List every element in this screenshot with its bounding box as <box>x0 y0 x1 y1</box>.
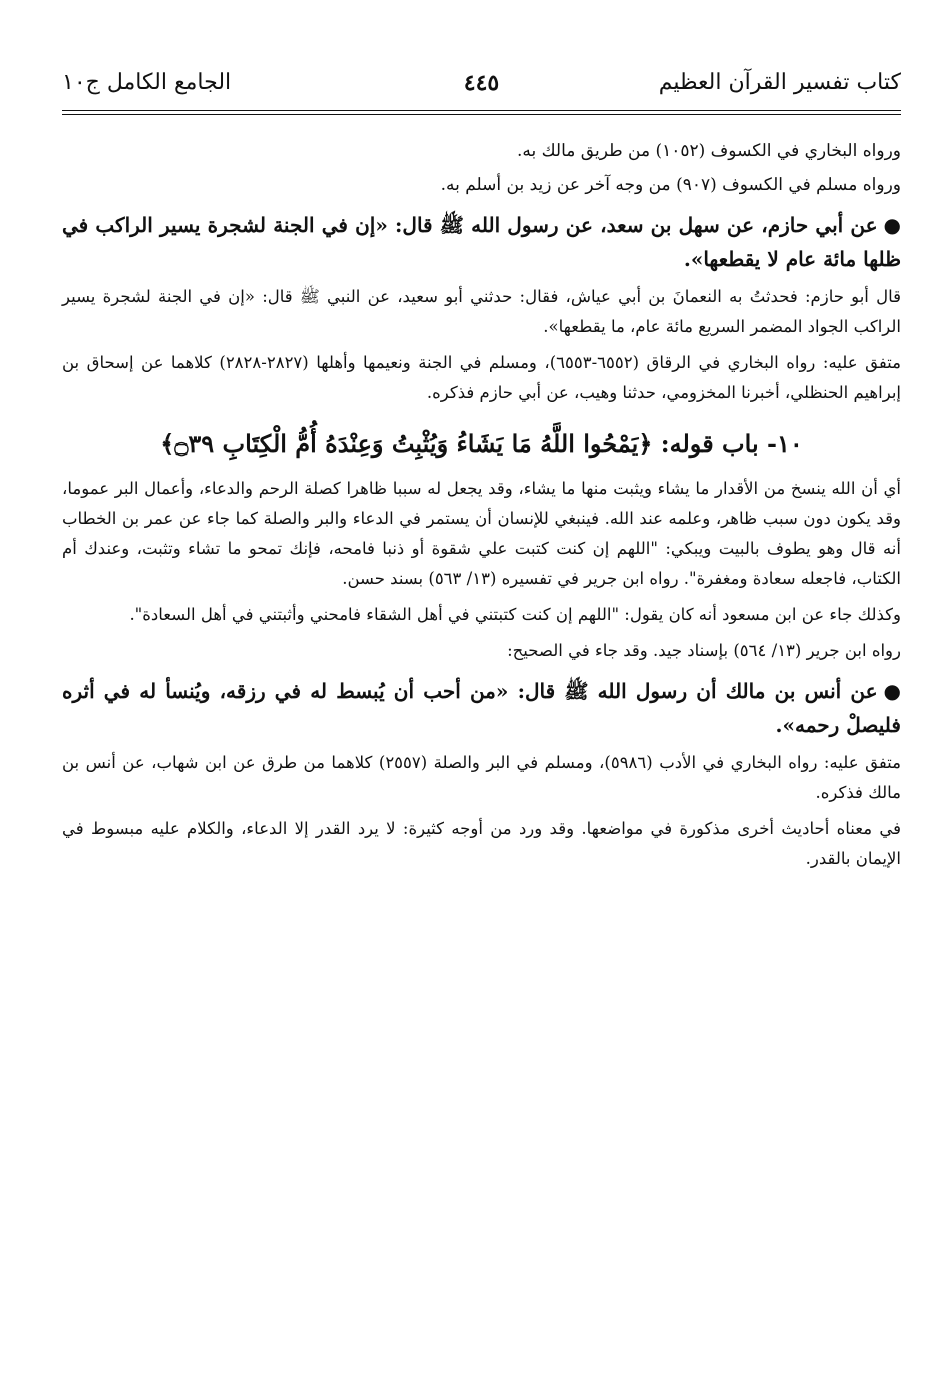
hadith-sahl <box>62 208 901 276</box>
paragraph-bukhari-kusuf: ورواه البخاري في الكسوف (١٠٥٢) من طريق مالك به. <box>516 141 901 161</box>
paragraph-muslim-kusuf: ورواه مسلم في الكسوف (٩٠٧) من وجه آخر عن زيد بن أسلم به. <box>440 175 901 195</box>
chapter-heading: ١٠- باب قوله: ﴿يَمْحُوا اللَّهُ مَا يَشَاءُ وَيُثْبِتُ وَعِنْدَهُ أُمُّ الْكِتَابِ ۝٣٩﴾ <box>160 429 803 458</box>
hadith-anas-text: عن أنس بن مالك أن رسول الله ﷺ قال: «من أحب أن يُبسط له في رزقه، ويُنسأ له في أثره فليصلْ رحمه». <box>62 679 901 737</box>
paragraph-closing: في معناه أحاديث أخرى مذكورة في مواضعها. وقد ورد من أوجه كثيرة: لا يرد القدر إلا الدعاء، والكلام عليه مبسوط في الإيمان بالقدر. <box>62 819 901 868</box>
volume-label: الجامع الكامل ج١٠ <box>62 70 232 95</box>
bullet-icon: ● <box>883 213 901 237</box>
paragraph-ibn-jarir: رواه ابن جرير (١٣/ ٥٦٤) بإسناد جيد. وقد جاء في الصحيح: <box>507 641 901 660</box>
bullet-icon: ● <box>883 679 901 703</box>
page-number: ٤٤٥ <box>463 70 500 96</box>
hadith-anas <box>62 674 901 742</box>
paragraph-tafsir: أي أن الله ينسخ من الأقدار ما يشاء ويثبت منها ما يشاء، وقد يجعل له سببا ظاهرا كصلة الرحم والدعاء، وأعمال البر عموما، وقد يكون دون سبب ظاهر، وعلمه عند الله. فينبغي للإنسان أن يستمر في الدعاء والبر والصلة كما جاء عن عمر بن الخطاب أنه قال وهو يطوف بالبيت ويبكي: "اللهم إن كنت كتبت علي شقوة أو ذنبا فامحه، فإنك تمحو ما تشاء وتثبت، وعندك أم الكتاب، فاجعله سعادة ومغفرة". رواه ابن جرير في تفسيره (١٣/ ٥٦٣) بسند حسن. <box>62 479 901 588</box>
hadith-sahl-text: عن أبي حازم، عن سهل بن سعد، عن رسول الله ﷺ قال: «إن في الجنة لشجرة يسير الراكب في ظلها مائة عام لا يقطعها». <box>62 213 901 271</box>
paragraph-abu-hazim: قال أبو حازم: فحدثتُ به النعمانَ بن أبي عياش، فقال: حدثني أبو سعيد، عن النبي ﷺ قال: «إن في الجنة لشجرة يسير الراكب الجواد المضمر السريع مائة عام، ما يقطعها». <box>62 287 901 336</box>
paragraph-muttafaq-2: متفق عليه: رواه البخاري في الأدب (٥٩٨٦)، ومسلم في البر والصلة (٢٥٥٧) كلاهما من طرق عن ابن شهاب، عن أنس بن مالك فذكره. <box>62 753 901 802</box>
page-body <box>62 132 901 874</box>
header-rule <box>62 110 901 115</box>
paragraph-muttafaq-1: متفق عليه: رواه البخاري في الرقاق (٦٥٥٢-٦٥٥٣)، ومسلم في الجنة ونعيمها وأهلها (٢٨٢٧-٢٨٢٨) كلاهما عن إسحاق بن إبراهيم الحنظلي، أخبرنا المخزومي، حدثنا وهيب، عن أبي حازم فذكره. <box>62 353 901 402</box>
paragraph-ibn-masud: وكذلك جاء عن ابن مسعود أنه كان يقول: "اللهم إن كنت كتبتني في أهل الشقاء فامحني وأثبتني في أهل السعادة". <box>129 605 901 624</box>
page-header <box>62 68 901 112</box>
book-title: كتاب تفسير القرآن العظيم <box>658 70 901 95</box>
